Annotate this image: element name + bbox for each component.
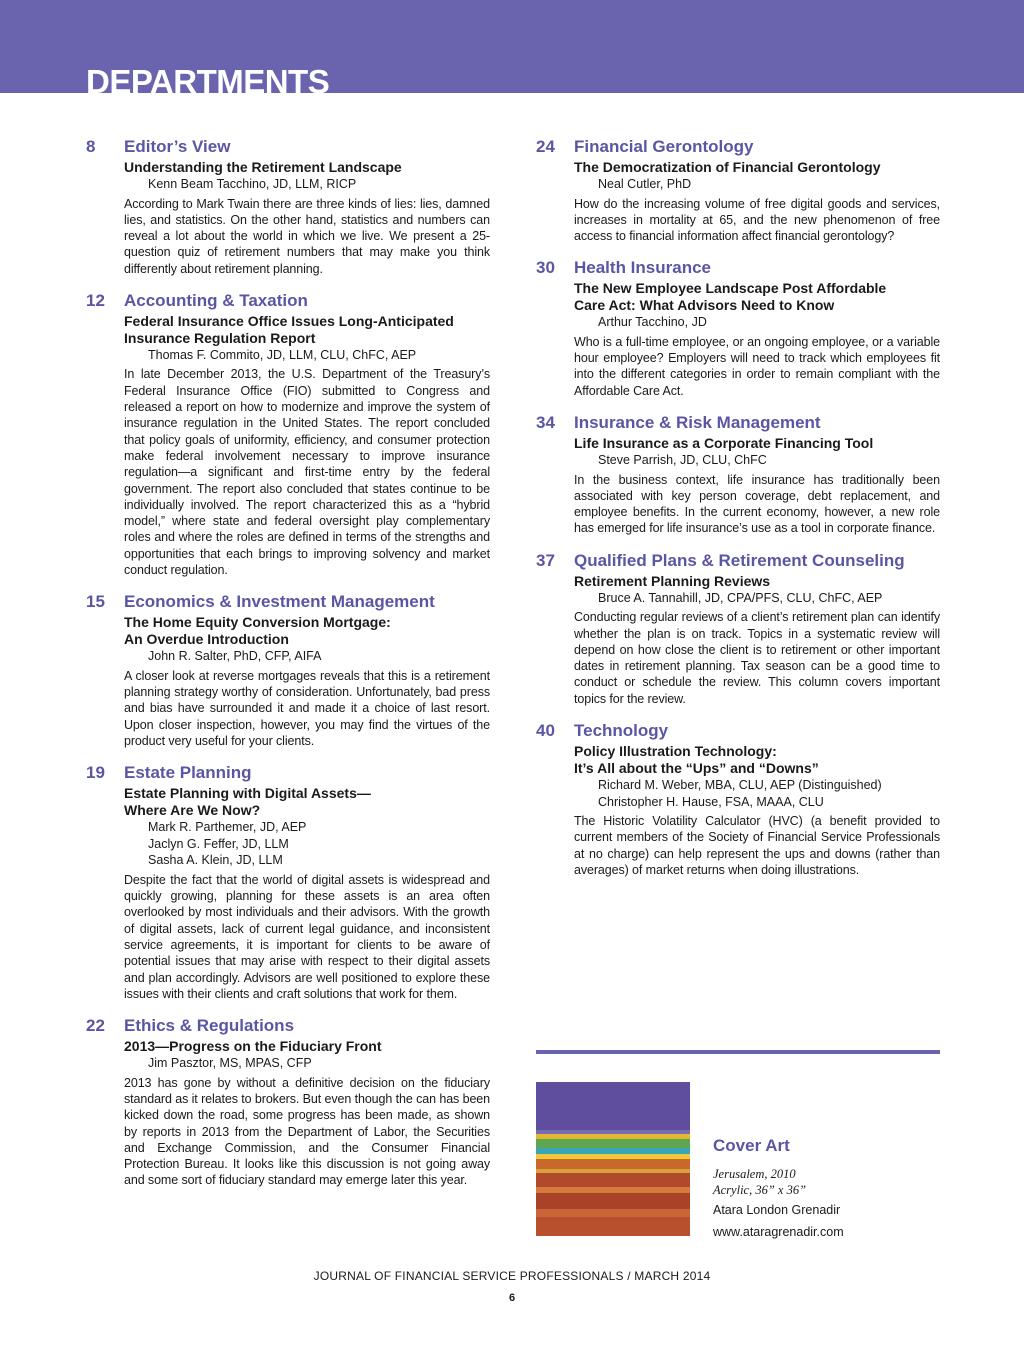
article-author: Jaclyn G. Feffer, JD, LLM	[148, 836, 289, 851]
article-title: Insurance Regulation Report	[124, 329, 316, 346]
entry-heading	[86, 290, 490, 312]
cover-art-divider	[536, 1050, 940, 1054]
entry-section-name: Financial Gerontology	[574, 137, 754, 156]
article-summary: Conducting regular reviews of a client’s retirement plan can identify whether the plan is on track. Topics in a systematic review will depend on how close the client is to retirement or other important dates in retirement planning. Tax season can be a good time to conduct or schedule the review. This column covers important topics for the review.	[574, 610, 940, 706]
entry-page-number: 34	[536, 413, 555, 433]
entry-heading	[86, 1015, 490, 1037]
article-author: Bruce A. Tannahill, JD, CPA/PFS, CLU, ChFC, AEP	[598, 590, 883, 605]
entry-section-name: Insurance & Risk Management	[574, 413, 821, 433]
entry-page-number: 37	[536, 550, 555, 570]
page-number: 6	[508, 1292, 516, 1304]
left-column	[86, 136, 490, 1189]
entry-heading	[536, 257, 940, 279]
entry-page-number: 19	[86, 763, 105, 783]
department-entry	[86, 591, 490, 749]
art-band-violet	[536, 1082, 690, 1130]
article-author: Kenn Beam Tacchino, JD, LLM, RICP	[148, 177, 357, 191]
article-summary: How do the increasing volume of free digital goods and services, increases in mortality at 65, and the new phenomenon of free access to financial information affect financial gerontology?	[574, 196, 940, 244]
article-title: The New Employee Landscape Post Affordable	[574, 280, 887, 297]
article-title: It’s All about the “Ups” and “Downs”	[574, 760, 819, 777]
entry-heading	[536, 550, 940, 572]
journal-footer: JOURNAL OF FINANCIAL SERVICE PROFESSIONALS / MARCH 2014	[313, 1269, 711, 1283]
article-title: Estate Planning with Digital Assets—	[124, 785, 371, 802]
entry-heading	[536, 412, 940, 434]
article-title: The Democratization of Financial Gerontology	[574, 159, 881, 175]
department-entry	[536, 412, 940, 537]
cover-art-title: Jerusalem, 2010	[713, 1167, 796, 1181]
entry-section-name: Economics & Investment Management	[124, 592, 435, 612]
article-summary: In the business context, life insurance has traditionally been associated with key person coverage, debt replacement, and employee benefits. In the current economy, however, a new role has emerged for life insurance’s use as a tool in corporate finance.	[574, 472, 940, 536]
department-entry	[86, 762, 490, 1002]
entry-heading	[536, 720, 940, 742]
department-entry	[536, 720, 940, 878]
article-author: Thomas F. Commito, JD, LLM, CLU, ChFC, AEP	[148, 347, 417, 362]
page-title: DEPARTMENTS	[86, 63, 330, 93]
article-summary: A closer look at reverse mortgages reveals that this is a retirement planning strategy worthy of consideration. Unfortunately, bad press and bias have surrounded it and made it a choice of last resort. Upon closer inspection, however, you may find the virtues of the product very useful for your clients.	[124, 668, 490, 749]
article-title: The Home Equity Conversion Mortgage:	[124, 614, 391, 631]
department-entry	[86, 290, 490, 578]
department-entry	[86, 136, 490, 277]
entry-heading	[536, 136, 940, 158]
cover-art-medium: Acrylic, 36” x 36”	[713, 1183, 807, 1197]
entry-section-name: Accounting & Taxation	[124, 290, 308, 310]
department-entry	[86, 1015, 490, 1189]
article-title: Understanding the Retirement Landscape	[124, 159, 402, 175]
entry-section-name: Editor’s View	[124, 137, 231, 156]
article-author: Jim Pasztor, MS, MPAS, CFP	[148, 1056, 312, 1071]
entry-page-number: 30	[536, 258, 555, 278]
article-title: Federal Insurance Office Issues Long-Anticipated	[124, 312, 454, 329]
article-author: Arthur Tacchino, JD	[598, 315, 707, 330]
department-entry	[536, 257, 940, 399]
art-band-orange	[536, 1159, 690, 1169]
article-author: Richard M. Weber, MBA, CLU, AEP (Distinguished)	[598, 778, 882, 793]
article-title: Policy Illustration Technology:	[574, 743, 777, 760]
entry-section-name: Technology	[574, 721, 669, 741]
department-entry	[536, 550, 940, 707]
article-summary: According to Mark Twain there are three kinds of lies: lies, damned lies, and statistics. On the other hand, statistics and numbers can reveal a lot about the world in which we live. We present a 25-question quiz of retirement numbers that may make you think differently about retirement planning.	[124, 196, 490, 276]
article-author: Sasha A. Klein, JD, LLM	[148, 853, 283, 868]
article-title: 2013—Progress on the Fiduciary Front	[124, 1038, 382, 1055]
article-author: Steve Parrish, JD, CLU, ChFC	[598, 453, 767, 468]
right-column	[536, 136, 940, 878]
cover-art-label: Cover Art	[713, 1136, 790, 1155]
article-author: Mark R. Parthemer, JD, AEP	[148, 820, 307, 835]
art-band-rust	[536, 1173, 690, 1187]
cover-art-image	[536, 1082, 690, 1236]
cover-art-website: www.ataragrenadir.com	[713, 1225, 844, 1239]
article-author: John R. Salter, PhD, CFP, AIFA	[148, 649, 322, 664]
article-summary: 2013 has gone by without a definitive decision on the fiduciary standard as it relates to brokers. But even though the can has been kicked down the road, some progress has been made, as shown by reports in 2013 from the Department of Labor, the Securities and Exchange Commission, and the Consumer Financial Protection Bureau. It looks like this discussion is not going away and some sort of fiduciary standard may emerge later this year.	[124, 1075, 490, 1188]
art-band-terracotta	[536, 1217, 690, 1236]
entry-page-number: 22	[86, 1016, 105, 1036]
article-summary: The Historic Volatility Calculator (HVC) (a benefit provided to current members of the Society of Financial Service Professionals at no charge) can help represent the ups and downs (rather than averages) of market returns when doing illustrations.	[574, 814, 940, 877]
entry-section-name: Estate Planning	[124, 763, 252, 783]
entry-page-number: 15	[86, 592, 105, 612]
article-summary: Despite the fact that the world of digital assets is widespread and quickly growing, planning for these assets is an area often overlooked by most individuals and their advisors. With the growth of digital assets, lack of current legal guidance, and inconsistent service agreements, it is important for clients to be aware of potential issues that may arise with respect to their digital assets and plan accordingly. Advisors are well positioned to explore these issues with their clients and craft solutions that work for them.	[124, 872, 490, 1001]
art-band-green	[536, 1139, 690, 1148]
article-author: Neal Cutler, PhD	[598, 177, 692, 191]
entry-heading	[86, 591, 490, 613]
entry-section-name: Health Insurance	[574, 258, 711, 278]
article-title: Care Act: What Advisors Need to Know	[574, 297, 835, 314]
entry-page-number: 40	[536, 721, 555, 741]
entry-section-name: Qualified Plans & Retirement Counseling	[574, 550, 905, 570]
article-title: An Overdue Introduction	[124, 631, 289, 648]
entry-heading	[86, 136, 490, 158]
article-title: Retirement Planning Reviews	[574, 572, 771, 589]
article-author: Christopher H. Hause, FSA, MAAA, CLU	[598, 794, 824, 809]
entry-page-number: 24	[536, 137, 555, 156]
entry-page-number: 8	[86, 137, 96, 156]
art-band-brick	[536, 1193, 690, 1209]
entry-heading	[86, 762, 490, 784]
article-title: Where Are We Now?	[124, 802, 261, 819]
article-summary: In late December 2013, the U.S. Department of the Treasury’s Federal Insurance Office (FIO) submitted to Congress and released a report on how to modernize and improve the system of insurance regulation in the United States. The report concluded that policy goals of uniformity, efficiency, and consumer protection make federal involvement necessary to improve insurance regulation—a significant and first-time entry by the federal government. The report also concluded that states continue to be individually involved. The report characterized this as a “hybrid model,” where state and federal oversight play complementary roles and where the roles are defined in terms of the strengths and opportunities that each brings to improving solvency and market conduct regulation.	[124, 367, 490, 578]
cover-art-artist: Atara London Grenadir	[713, 1203, 841, 1217]
department-entry	[536, 136, 940, 244]
entry-page-number: 12	[86, 290, 105, 310]
entry-section-name: Ethics & Regulations	[124, 1016, 295, 1036]
article-title: Life Insurance as a Corporate Financing Tool	[574, 435, 874, 452]
art-band-clay	[536, 1209, 690, 1217]
header-banner	[0, 0, 1024, 93]
article-summary: Who is a full-time employee, or an ongoing employee, or a variable hour employee? Employers will need to track which employees fit into the different categories in order to remain compliant with the Affordable Care Act.	[574, 334, 940, 398]
